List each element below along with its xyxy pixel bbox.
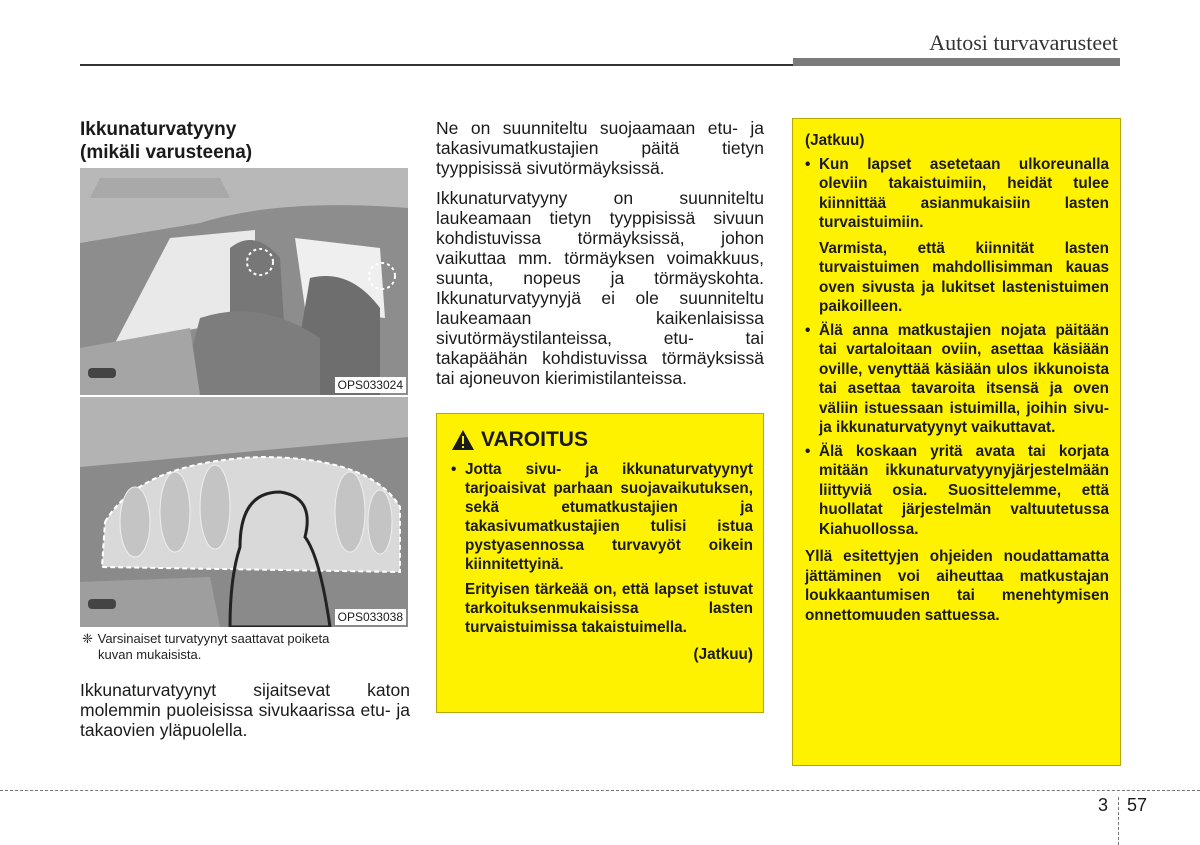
warning-item-subtext: Varmista, että kiinnität lasten turvaistuimen mahdollisimman kauas oven sivusta ja lukitset lastenistuimen paikoilleen. xyxy=(819,239,1109,315)
warning-item-subtext: Erityisen tärkeää on, että lapset istuvat tarkoituksenmukaisissa lasten turvaistuimissa takaistuimella. xyxy=(465,581,753,636)
warning-item xyxy=(451,460,753,574)
warning-continued-box xyxy=(792,118,1121,766)
bullet: • xyxy=(805,155,811,173)
figure-interior-photo xyxy=(80,168,408,395)
interior-illustration xyxy=(80,168,408,395)
footnote-text-cont: kuvan mukaisista. xyxy=(98,647,202,662)
running-header: Autosi turvavarusteet xyxy=(929,30,1118,55)
header-rule-accent xyxy=(793,58,1120,66)
location-paragraph: Ikkunaturvatyynyt sijaitsevat katon molemmin puoleisissa sivukaarissa etu- ja takaovien yläpuolella. xyxy=(80,680,410,740)
warning-item xyxy=(805,155,1109,233)
warning-title: VAROITUS xyxy=(481,428,588,451)
figure-airbag-photo xyxy=(80,397,408,627)
footnote-text: Varsinaiset turvatyynyt saattavat poiketa xyxy=(97,631,330,646)
page-number: 57 xyxy=(1127,795,1148,815)
warning-item xyxy=(805,321,1109,438)
continued-label: (Jatkuu) xyxy=(693,646,753,663)
warning-item-text: Älä koskaan yritä avata tai korjata mitään ikkunaturvatyynyjärjestelmään liittyviä osia. Suosittelemme, että huollatat järjestelmän valtuutetussa Kiahuollossa. xyxy=(819,442,1109,538)
continued-header: (Jatkuu) xyxy=(805,132,865,149)
warning-box xyxy=(436,413,764,713)
figure-code: OPS033038 xyxy=(335,609,406,625)
curtain-airbag-illustration xyxy=(80,397,408,627)
header-rule xyxy=(80,64,793,66)
warning-item-text: Kun lapset asetetaan ulkoreunalla oleviin takaistuimiin, heidät tulee kiinnittää asianmukaisiin lasten turvaistuimiin. xyxy=(819,155,1109,231)
bullet: • xyxy=(805,321,811,339)
warning-continued-body xyxy=(805,131,1109,625)
deployment-paragraph: Ikkunaturvatyyny on suunniteltu laukeamaan tietyn tyyppisissä sivuun kohdistuvissa törmäyksissä, johon vaikuttaa mm. törmäyksen voimakkuus, suunta, nopeus ja törmäyskohta. Ikkunaturvatyynyjä ei ole suunniteltu laukeamaan kaikenlaisissa sivutörmäystilanteissa, etu- tai takapäähän kohdistuvissa törmäyksissä tai ajoneuvon kierimistilanteissa. xyxy=(436,188,764,388)
purpose-paragraph: Ne on suunniteltu suojaamaan etu- ja takasivumatkustajien päitä tietyn tyyppisissä sivutörmäyksissä. xyxy=(436,118,764,178)
warning-triangle-icon xyxy=(451,429,475,451)
figure-footnote xyxy=(82,631,412,663)
section-heading xyxy=(80,118,410,164)
warning-item-text: Älä anna matkustajien nojata päitään tai vartaloitaan oviin, asettaa käsiään oville, venyttää käsiään ulos ikkunoista tai asettaa tavaroita itsensä ja oven väliin istuessaan istuimilla, joihin sivu- ja ikkunaturvatyynyt vaikuttavat. xyxy=(819,321,1109,436)
bullet: • xyxy=(805,442,811,460)
description-column xyxy=(436,118,764,398)
footer-rule xyxy=(0,790,1200,791)
section-title: Ikkunaturvatyyny xyxy=(80,119,237,140)
section-subtitle: (mikäli varusteena) xyxy=(80,142,253,163)
footnote-symbol: ❈ xyxy=(82,631,93,646)
bullet: • xyxy=(451,461,457,478)
page-number-divider xyxy=(1118,797,1119,845)
warning-header xyxy=(451,428,588,452)
warning-closing: Yllä esitettyjen ohjeiden noudattamatta jättäminen voi aiheuttaa matkustajan loukkaantumisen tai menehtymisen onnettomuuden sattuessa. xyxy=(805,548,1109,624)
figure-code: OPS033024 xyxy=(335,377,406,393)
chapter-number: 3 xyxy=(1098,795,1109,815)
warning-item-text: Jotta sivu- ja ikkunaturvatyynyt tarjoaisivat parhaan suojavaikutuksen, sekä etumatkustajien ja takasivumatkustajien tulisi istua pystyasennossa turvavyöt oikein kiinnitettyinä. xyxy=(465,461,753,573)
warning-item xyxy=(805,442,1109,540)
warning-body xyxy=(451,460,753,664)
